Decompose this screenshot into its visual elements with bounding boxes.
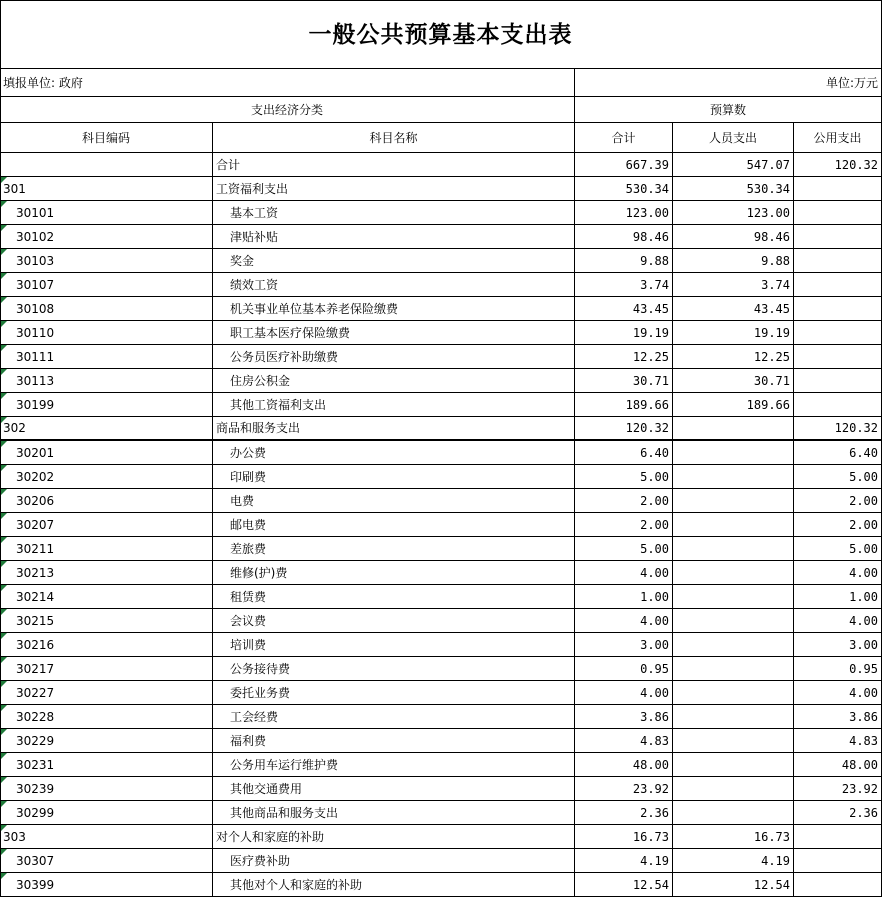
row-subject-name: 基本工资 — [213, 201, 575, 225]
row-public: 48.00 — [794, 753, 882, 777]
row-subject-name: 会议费 — [213, 609, 575, 633]
row-total: 3.86 — [575, 705, 673, 729]
row-public — [794, 297, 882, 321]
row-subject-code: 30202 — [0, 465, 213, 489]
row-public — [794, 201, 882, 225]
row-total: 120.32 — [575, 417, 673, 441]
cell-comment-marker-icon — [1, 849, 7, 855]
row-public — [794, 321, 882, 345]
row-subject-name: 维修(护)费 — [213, 561, 575, 585]
row-personnel: 12.25 — [673, 345, 794, 369]
cell-comment-marker-icon — [1, 801, 7, 807]
row-public: 4.83 — [794, 729, 882, 753]
row-public: 3.00 — [794, 633, 882, 657]
cell-comment-marker-icon — [1, 225, 7, 231]
row-public — [794, 369, 882, 393]
row-subject-code: 30307 — [0, 849, 213, 873]
row-subject-code: 30215 — [0, 609, 213, 633]
row-public: 3.86 — [794, 705, 882, 729]
row-subject-code: 30239 — [0, 777, 213, 801]
header-public: 公用支出 — [794, 123, 882, 153]
page-title: 一般公共预算基本支出表 — [0, 0, 882, 69]
row-total: 0.95 — [575, 657, 673, 681]
cell-comment-marker-icon — [1, 201, 7, 207]
row-subject-code: 30213 — [0, 561, 213, 585]
row-subject-name: 其他交通费用 — [213, 777, 575, 801]
row-total: 2.00 — [575, 489, 673, 513]
header-budget: 预算数 — [575, 97, 882, 123]
header-expense-category: 支出经济分类 — [0, 97, 575, 123]
row-subject-name: 绩效工资 — [213, 273, 575, 297]
row-public — [794, 273, 882, 297]
money-unit-label: 单位:万元 — [575, 69, 882, 97]
row-personnel: 547.07 — [673, 153, 794, 177]
row-subject-name: 培训费 — [213, 633, 575, 657]
header-subject-name: 科目名称 — [213, 123, 575, 153]
cell-comment-marker-icon — [1, 825, 7, 831]
filler-unit-label: 填报单位: 政府 — [0, 69, 575, 97]
cell-comment-marker-icon — [1, 537, 7, 543]
row-subject-name: 工会经费 — [213, 705, 575, 729]
row-subject-name: 医疗费补助 — [213, 849, 575, 873]
row-public: 6.40 — [794, 441, 882, 465]
row-subject-code: 30211 — [0, 537, 213, 561]
row-personnel — [673, 465, 794, 489]
row-subject-name: 机关事业单位基本养老保险缴费 — [213, 297, 575, 321]
cell-comment-marker-icon — [1, 369, 7, 375]
row-subject-code: 30108 — [0, 297, 213, 321]
row-personnel: 16.73 — [673, 825, 794, 849]
row-public: 120.32 — [794, 417, 882, 441]
row-personnel — [673, 417, 794, 441]
row-total: 12.54 — [575, 873, 673, 897]
row-subject-name: 租赁费 — [213, 585, 575, 609]
row-subject-code: 30101 — [0, 201, 213, 225]
row-personnel — [673, 753, 794, 777]
row-subject-name: 商品和服务支出 — [213, 417, 575, 441]
cell-comment-marker-icon — [1, 513, 7, 519]
row-subject-name: 津贴补贴 — [213, 225, 575, 249]
row-subject-code: 30399 — [0, 873, 213, 897]
row-subject-code: 30214 — [0, 585, 213, 609]
row-total: 3.00 — [575, 633, 673, 657]
row-public: 2.36 — [794, 801, 882, 825]
row-subject-code: 30216 — [0, 633, 213, 657]
row-personnel — [673, 681, 794, 705]
row-public: 0.95 — [794, 657, 882, 681]
row-total: 19.19 — [575, 321, 673, 345]
row-personnel: 98.46 — [673, 225, 794, 249]
row-subject-name: 其他对个人和家庭的补助 — [213, 873, 575, 897]
row-personnel — [673, 633, 794, 657]
cell-comment-marker-icon — [1, 633, 7, 639]
row-personnel — [673, 513, 794, 537]
cell-comment-marker-icon — [1, 585, 7, 591]
row-total: 189.66 — [575, 393, 673, 417]
row-public — [794, 249, 882, 273]
row-subject-name: 差旅费 — [213, 537, 575, 561]
row-total: 4.83 — [575, 729, 673, 753]
row-total: 16.73 — [575, 825, 673, 849]
cell-comment-marker-icon — [1, 729, 7, 735]
cell-comment-marker-icon — [1, 417, 7, 423]
row-total: 4.00 — [575, 681, 673, 705]
row-subject-name: 其他工资福利支出 — [213, 393, 575, 417]
row-subject-code: 30299 — [0, 801, 213, 825]
row-subject-code: 30217 — [0, 657, 213, 681]
row-subject-code: 30103 — [0, 249, 213, 273]
cell-comment-marker-icon — [1, 273, 7, 279]
row-personnel: 19.19 — [673, 321, 794, 345]
row-personnel — [673, 537, 794, 561]
row-subject-name: 其他商品和服务支出 — [213, 801, 575, 825]
row-subject-name: 委托业务费 — [213, 681, 575, 705]
cell-comment-marker-icon — [1, 873, 7, 879]
row-public — [794, 177, 882, 201]
row-subject-name: 公务员医疗补助缴费 — [213, 345, 575, 369]
row-subject-name: 电费 — [213, 489, 575, 513]
row-public: 23.92 — [794, 777, 882, 801]
cell-comment-marker-icon — [1, 561, 7, 567]
row-subject-name: 合计 — [213, 153, 575, 177]
row-personnel: 3.74 — [673, 273, 794, 297]
row-total: 5.00 — [575, 465, 673, 489]
row-total: 4.00 — [575, 561, 673, 585]
row-subject-code: 30107 — [0, 273, 213, 297]
row-total: 30.71 — [575, 369, 673, 393]
cell-comment-marker-icon — [1, 249, 7, 255]
row-total: 123.00 — [575, 201, 673, 225]
row-total: 2.36 — [575, 801, 673, 825]
header-total: 合计 — [575, 123, 673, 153]
row-subject-name: 公务接待费 — [213, 657, 575, 681]
row-public — [794, 873, 882, 897]
row-personnel — [673, 705, 794, 729]
row-subject-code: 302 — [0, 417, 213, 441]
row-public: 5.00 — [794, 465, 882, 489]
row-personnel: 43.45 — [673, 297, 794, 321]
row-subject-name: 住房公积金 — [213, 369, 575, 393]
row-personnel — [673, 609, 794, 633]
row-personnel: 30.71 — [673, 369, 794, 393]
cell-comment-marker-icon — [1, 465, 7, 471]
row-public: 2.00 — [794, 513, 882, 537]
row-subject-code: 30228 — [0, 705, 213, 729]
row-total: 48.00 — [575, 753, 673, 777]
row-public — [794, 225, 882, 249]
row-subject-code — [0, 153, 213, 177]
row-total: 4.19 — [575, 849, 673, 873]
row-subject-name: 公务用车运行维护费 — [213, 753, 575, 777]
cell-comment-marker-icon — [1, 609, 7, 615]
row-total: 43.45 — [575, 297, 673, 321]
row-public: 4.00 — [794, 609, 882, 633]
row-public: 120.32 — [794, 153, 882, 177]
cell-comment-marker-icon — [1, 321, 7, 327]
row-personnel: 123.00 — [673, 201, 794, 225]
row-subject-code: 30111 — [0, 345, 213, 369]
cell-comment-marker-icon — [1, 705, 7, 711]
cell-comment-marker-icon — [1, 441, 7, 447]
row-subject-name: 福利费 — [213, 729, 575, 753]
row-personnel: 9.88 — [673, 249, 794, 273]
row-total: 9.88 — [575, 249, 673, 273]
row-subject-name: 对个人和家庭的补助 — [213, 825, 575, 849]
cell-comment-marker-icon — [1, 177, 7, 183]
row-personnel — [673, 729, 794, 753]
row-personnel — [673, 585, 794, 609]
row-total: 12.25 — [575, 345, 673, 369]
row-public: 5.00 — [794, 537, 882, 561]
cell-comment-marker-icon — [1, 657, 7, 663]
row-subject-name: 奖金 — [213, 249, 575, 273]
row-public — [794, 825, 882, 849]
row-total: 3.74 — [575, 273, 673, 297]
row-subject-code: 30201 — [0, 441, 213, 465]
cell-comment-marker-icon — [1, 297, 7, 303]
row-personnel — [673, 489, 794, 513]
row-subject-code: 30113 — [0, 369, 213, 393]
row-subject-code: 303 — [0, 825, 213, 849]
row-total: 2.00 — [575, 513, 673, 537]
row-subject-code: 30206 — [0, 489, 213, 513]
row-total: 1.00 — [575, 585, 673, 609]
row-total: 667.39 — [575, 153, 673, 177]
cell-comment-marker-icon — [1, 777, 7, 783]
row-total: 6.40 — [575, 441, 673, 465]
row-subject-name: 工资福利支出 — [213, 177, 575, 201]
row-personnel: 530.34 — [673, 177, 794, 201]
row-total: 530.34 — [575, 177, 673, 201]
row-subject-code: 301 — [0, 177, 213, 201]
row-public — [794, 393, 882, 417]
row-personnel — [673, 441, 794, 465]
row-personnel — [673, 561, 794, 585]
row-total: 23.92 — [575, 777, 673, 801]
row-public — [794, 345, 882, 369]
row-total: 98.46 — [575, 225, 673, 249]
row-personnel: 12.54 — [673, 873, 794, 897]
row-total: 5.00 — [575, 537, 673, 561]
row-subject-name: 印刷费 — [213, 465, 575, 489]
row-subject-code: 30229 — [0, 729, 213, 753]
row-personnel — [673, 801, 794, 825]
row-personnel — [673, 777, 794, 801]
row-subject-name: 职工基本医疗保险缴费 — [213, 321, 575, 345]
cell-comment-marker-icon — [1, 681, 7, 687]
row-subject-code: 30207 — [0, 513, 213, 537]
row-public: 1.00 — [794, 585, 882, 609]
row-subject-code: 30227 — [0, 681, 213, 705]
row-subject-code: 30102 — [0, 225, 213, 249]
header-personnel: 人员支出 — [673, 123, 794, 153]
row-public: 4.00 — [794, 681, 882, 705]
cell-comment-marker-icon — [1, 393, 7, 399]
row-subject-code: 30199 — [0, 393, 213, 417]
row-personnel: 189.66 — [673, 393, 794, 417]
cell-comment-marker-icon — [1, 345, 7, 351]
row-subject-name: 办公费 — [213, 441, 575, 465]
header-subject-code: 科目编码 — [0, 123, 213, 153]
row-public — [794, 849, 882, 873]
row-personnel: 4.19 — [673, 849, 794, 873]
row-public: 2.00 — [794, 489, 882, 513]
row-total: 4.00 — [575, 609, 673, 633]
row-subject-code: 30110 — [0, 321, 213, 345]
row-subject-code: 30231 — [0, 753, 213, 777]
row-personnel — [673, 657, 794, 681]
row-public: 4.00 — [794, 561, 882, 585]
cell-comment-marker-icon — [1, 489, 7, 495]
cell-comment-marker-icon — [1, 753, 7, 759]
row-subject-name: 邮电费 — [213, 513, 575, 537]
